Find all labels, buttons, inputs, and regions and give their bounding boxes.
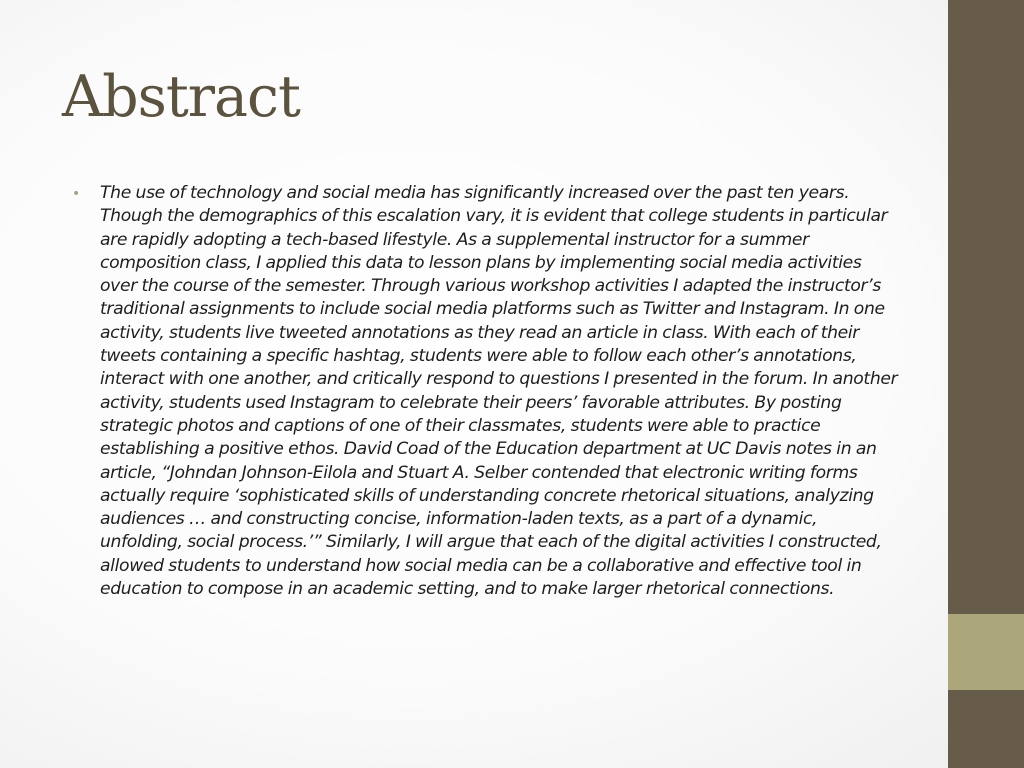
decorative-sidebar — [948, 0, 1024, 768]
sidebar-accent-block — [948, 614, 1024, 690]
bullet-icon: • — [72, 186, 81, 202]
abstract-text: The use of technology and social media has significantly increased over the past ten years. Though the demographics of this escalation vary, it is evident that college students in particular are rapidly adopting a tech-based lifestyle. As a supplemental instructor for a summer composition class, I applied this data to lesson plans by implementing social media activities over the course of the semester. Through various workshop activities I adapted the instructor’s traditional assignments to include social media platforms such as Twitter and Instagram. In one activity, students live tweeted annotations as they read an article in class. With each of their tweets containing a specific hashtag, students were able to follow each other’s annotations, interact with one another, and critically respond to questions I presented in the forum. In another activity, students used Instagram to celebrate their peers’ favorable attributes. By posting strategic photos and captions of one of their classmates, students were able to practice establishing a positive ethos. David Coad of the Education department at UC Davis notes in an article, “Johndan Johnson-Eilola and Stuart A. Selber contended that electronic writing forms actually require ‘sophisticated skills of understanding concrete rhetorical situations, analyzing audiences … and constructing concise, information-laden texts, as a part of a dynamic, unfolding, social process.’” Similarly, I will argue that each of the digital activities I constructed, allowed students to understand how social media can be a collaborative and effective tool in education to compose in an academic setting, and to make larger rhetorical connections. — [100, 183, 898, 600]
slide-title: Abstract — [62, 64, 300, 130]
